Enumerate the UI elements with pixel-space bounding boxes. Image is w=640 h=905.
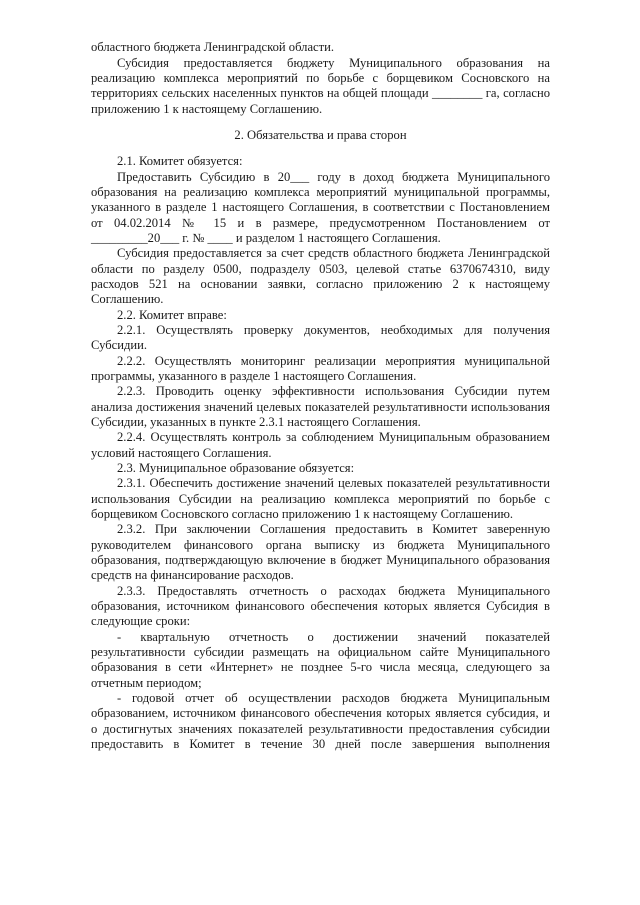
text-line: расходов 521 на основании заявки, согласно приложению 2 к настоящему	[91, 277, 550, 291]
text-line: образованием, источником финансового обеспечения которых является субсидия, и	[91, 706, 550, 720]
section-title: 2. Обязательства и права сторон	[234, 128, 407, 142]
text-line: предоставить в Комитет в течение 30 дней после завершения выполнения	[91, 737, 550, 751]
text-line: Субсидия предоставляется бюджету Муниципального образования на	[117, 56, 550, 70]
text-line: территориях сельских населенных пунктов на общей площади ________ га, согласно	[91, 86, 550, 100]
text-line: о достигнутых значениях показателей результативности предоставления субсидии	[91, 722, 550, 736]
text-line: 2.1. Комитет обязуется:	[117, 154, 243, 168]
text-line: образования на реализацию комплекса мероприятий муниципальной программы,	[91, 185, 550, 199]
text-line: отчетным периодом;	[91, 676, 202, 690]
text-line: руководителем финансового органа выписку из бюджета Муниципального	[91, 538, 550, 552]
text-line: от 04.02.2014 № 15 и в размере, предусмотренном Постановлением от	[91, 216, 550, 230]
text-line: 2.2.4. Осуществлять контроль за соблюдением Муниципальным образованием	[117, 430, 550, 444]
text-line: 2.2.1. Осуществлять проверку документов, необходимых для получения	[117, 323, 550, 337]
text-line: Предоставить Субсидию в 20___ году в доход бюджета Муниципального	[117, 170, 550, 184]
text-line: следующие сроки:	[91, 614, 191, 628]
text-line: 2.2.3. Проводить оценку эффективности использования Субсидии путем	[117, 384, 550, 398]
text-line: 2.3.3. Предоставлять отчетность о расходах бюджета Муниципального	[117, 584, 550, 598]
text-line: 2.3.2. При заключении Соглашения предоставить в Комитет заверенную	[117, 522, 550, 536]
text-line: Субсидия предоставляется за счет средств областного бюджета Ленинградской	[117, 246, 550, 260]
text-line: - годовой отчет об осуществлении расходов бюджета Муниципальным	[117, 691, 550, 705]
text-line: образования в сети «Интернет» не позднее 5-го числа месяца, следующего за	[91, 660, 550, 674]
text-line: Субсидии, указанных в пункте 2.3.1 настоящего Соглашения.	[91, 415, 421, 429]
text-line: Субсидии.	[91, 338, 147, 352]
text-line: - квартальную отчетность о достижении значений показателей	[117, 630, 550, 644]
text-line: Соглашению.	[91, 292, 164, 306]
text-line: 2.2.2. Осуществлять мониторинг реализации мероприятия муниципальной	[117, 354, 550, 368]
text-line: использования Субсидии на реализацию комплекса мероприятий по борьбе с	[91, 492, 550, 506]
text-line: _________20___ г. № ____ и разделом 1 настоящего Соглашения.	[91, 231, 441, 245]
text-line: 2.3. Муниципальное образование обязуется:	[117, 461, 355, 475]
text-line: 2.3.1. Обеспечить достижение значений целевых показателей результативности	[117, 476, 550, 490]
text-line: анализа достижения значений целевых показателей результативности использования	[91, 400, 550, 414]
text-line: приложению 1 к настоящему Соглашению.	[91, 102, 323, 116]
text-line: 2.2. Комитет вправе:	[117, 308, 227, 322]
text-line: образования, источником финансового обеспечения которых является Субсидия в	[91, 599, 550, 613]
text-line: образования, подтверждающую включение в бюджет Муниципального образования	[91, 553, 550, 567]
text-line: борщевиком Сосновского согласно приложению 1 к настоящему Соглашению.	[91, 507, 514, 521]
text-line: области по разделу 0500, подразделу 0503, целевой статье 6370674310, виду	[91, 262, 550, 276]
text-line: средств на финансирование расходов.	[91, 568, 294, 582]
text-line: условий настоящего Соглашения.	[91, 446, 272, 460]
text-line: программы, указанного в разделе 1 настоящего Соглашения.	[91, 369, 417, 383]
text-line: указанного в разделе 1 настоящего Соглашения, в соответствии с Постановлением	[91, 200, 550, 214]
text-line: результативности субсидии размещать на официальном сайте Муниципального	[91, 645, 550, 659]
text-line: областного бюджета Ленинградской области.	[91, 40, 335, 54]
text-line: реализацию комплекса мероприятий по борьбе с борщевиком Сосновского на	[91, 71, 550, 85]
